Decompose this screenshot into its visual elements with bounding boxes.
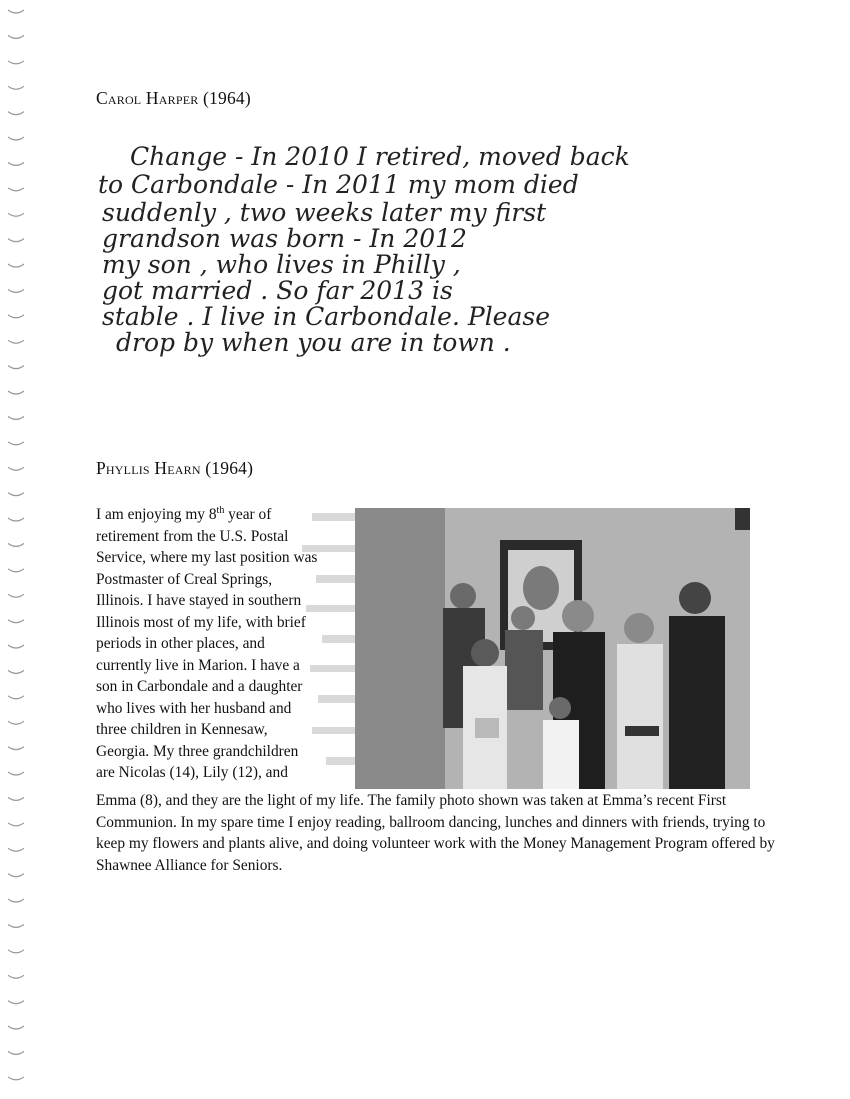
- handwritten-line: Change - In 2010 I retired, moved back: [130, 142, 630, 171]
- punch-mark: [8, 416, 24, 419]
- punch-mark: [8, 620, 24, 623]
- punch-mark: [8, 467, 24, 470]
- punch-mark: [8, 289, 24, 292]
- bio-text: Illinois most of my life, with brief: [96, 613, 306, 631]
- punch-mark: [8, 61, 24, 64]
- punch-mark: [8, 239, 24, 242]
- bio-text: who lives with her husband and: [96, 699, 292, 717]
- bio-text: retirement from the U.S. Postal: [96, 527, 289, 545]
- punch-mark: [8, 797, 24, 800]
- punch-mark: [8, 950, 24, 953]
- person-first-name: Carol: [96, 88, 142, 108]
- handwritten-line: drop by when you are in town .: [116, 328, 511, 357]
- punch-mark: [8, 315, 24, 318]
- punch-mark: [8, 366, 24, 369]
- bio-text: Georgia. My three grandchildren: [96, 742, 299, 760]
- bio-text: year of: [224, 506, 272, 524]
- section-heading-phyllis-hearn: [96, 458, 253, 479]
- person-last-name: Harper: [145, 88, 199, 108]
- handwritten-note: [70, 135, 790, 370]
- punch-mark: [8, 594, 24, 597]
- class-year: (1964): [203, 88, 251, 108]
- bio-paragraph-wide: [96, 790, 776, 876]
- punch-mark: [8, 1077, 24, 1080]
- punch-mark: [8, 1026, 24, 1029]
- punch-mark: [8, 188, 24, 191]
- punch-mark: [8, 543, 24, 546]
- punch-mark: [8, 772, 24, 775]
- handwritten-line: suddenly , two weeks later my first: [102, 198, 547, 227]
- punch-mark: [8, 86, 24, 89]
- punch-mark: [8, 264, 24, 267]
- handwritten-line: grandson was born - In 2012: [102, 224, 467, 253]
- class-year: (1964): [205, 458, 254, 478]
- punch-mark: [8, 442, 24, 445]
- punch-mark: [8, 340, 24, 343]
- punch-mark: [8, 1001, 24, 1004]
- handwritten-line: stable . I live in Carbondale. Please: [102, 302, 551, 331]
- bio-text: Emma (8), and they are the light of my life. The family photo shown was taken at Emma’s recent First Communion. In my spare time I enjoy reading, ballroom dancing, lunches and dinners with friends, trying to keep my flowers and plants alive, and doing volunteer work with the Money Management Program offered by Shawnee Alliance for Seniors.: [96, 792, 775, 874]
- bio-text: three children in Kennesaw,: [96, 721, 268, 739]
- person-last-name: Hearn: [154, 458, 201, 478]
- punch-mark: [8, 899, 24, 902]
- punch-mark: [8, 213, 24, 216]
- punch-mark: [8, 518, 24, 521]
- punch-mark: [8, 569, 24, 572]
- family-photo: [355, 508, 750, 789]
- bio-paragraph-narrow: [96, 500, 356, 784]
- bio-text: Service, where my last position was: [96, 549, 318, 567]
- punch-mark: [8, 874, 24, 877]
- handwritten-line: got married . So far 2013 is: [102, 276, 453, 305]
- ordinal-suffix: th: [216, 505, 225, 516]
- punch-mark: [8, 721, 24, 724]
- punch-mark: [8, 823, 24, 826]
- punch-mark: [8, 493, 24, 496]
- section-heading-carol-harper: [96, 88, 251, 109]
- handwritten-line: to Carbondale - In 2011 my mom died: [98, 170, 579, 199]
- punch-mark: [8, 975, 24, 978]
- punch-mark: [8, 670, 24, 673]
- punch-mark: [8, 162, 24, 165]
- punch-mark: [8, 645, 24, 648]
- punch-mark: [8, 924, 24, 927]
- bio-text: I am enjoying my 8: [96, 506, 217, 524]
- punch-mark: [8, 35, 24, 38]
- punch-mark: [8, 112, 24, 115]
- bio-text: are Nicolas (14), Lily (12), and: [96, 764, 288, 782]
- bio-text: son in Carbondale and a daughter: [96, 678, 303, 696]
- handwritten-line: my son , who lives in Philly ,: [102, 250, 461, 279]
- punch-mark: [8, 696, 24, 699]
- punch-mark: [8, 1051, 24, 1054]
- binder-punch-marks: [0, 0, 40, 1099]
- punch-mark: [8, 137, 24, 140]
- bio-text: Postmaster of Creal Springs,: [96, 570, 273, 588]
- bio-text: currently live in Marion. I have a: [96, 656, 300, 674]
- bio-text: periods in other places, and: [96, 635, 265, 653]
- person-first-name: Phyllis: [96, 458, 150, 478]
- punch-mark: [8, 391, 24, 394]
- bio-text: Illinois. I have stayed in southern: [96, 592, 302, 610]
- punch-mark: [8, 10, 24, 13]
- punch-mark: [8, 747, 24, 750]
- punch-mark: [8, 848, 24, 851]
